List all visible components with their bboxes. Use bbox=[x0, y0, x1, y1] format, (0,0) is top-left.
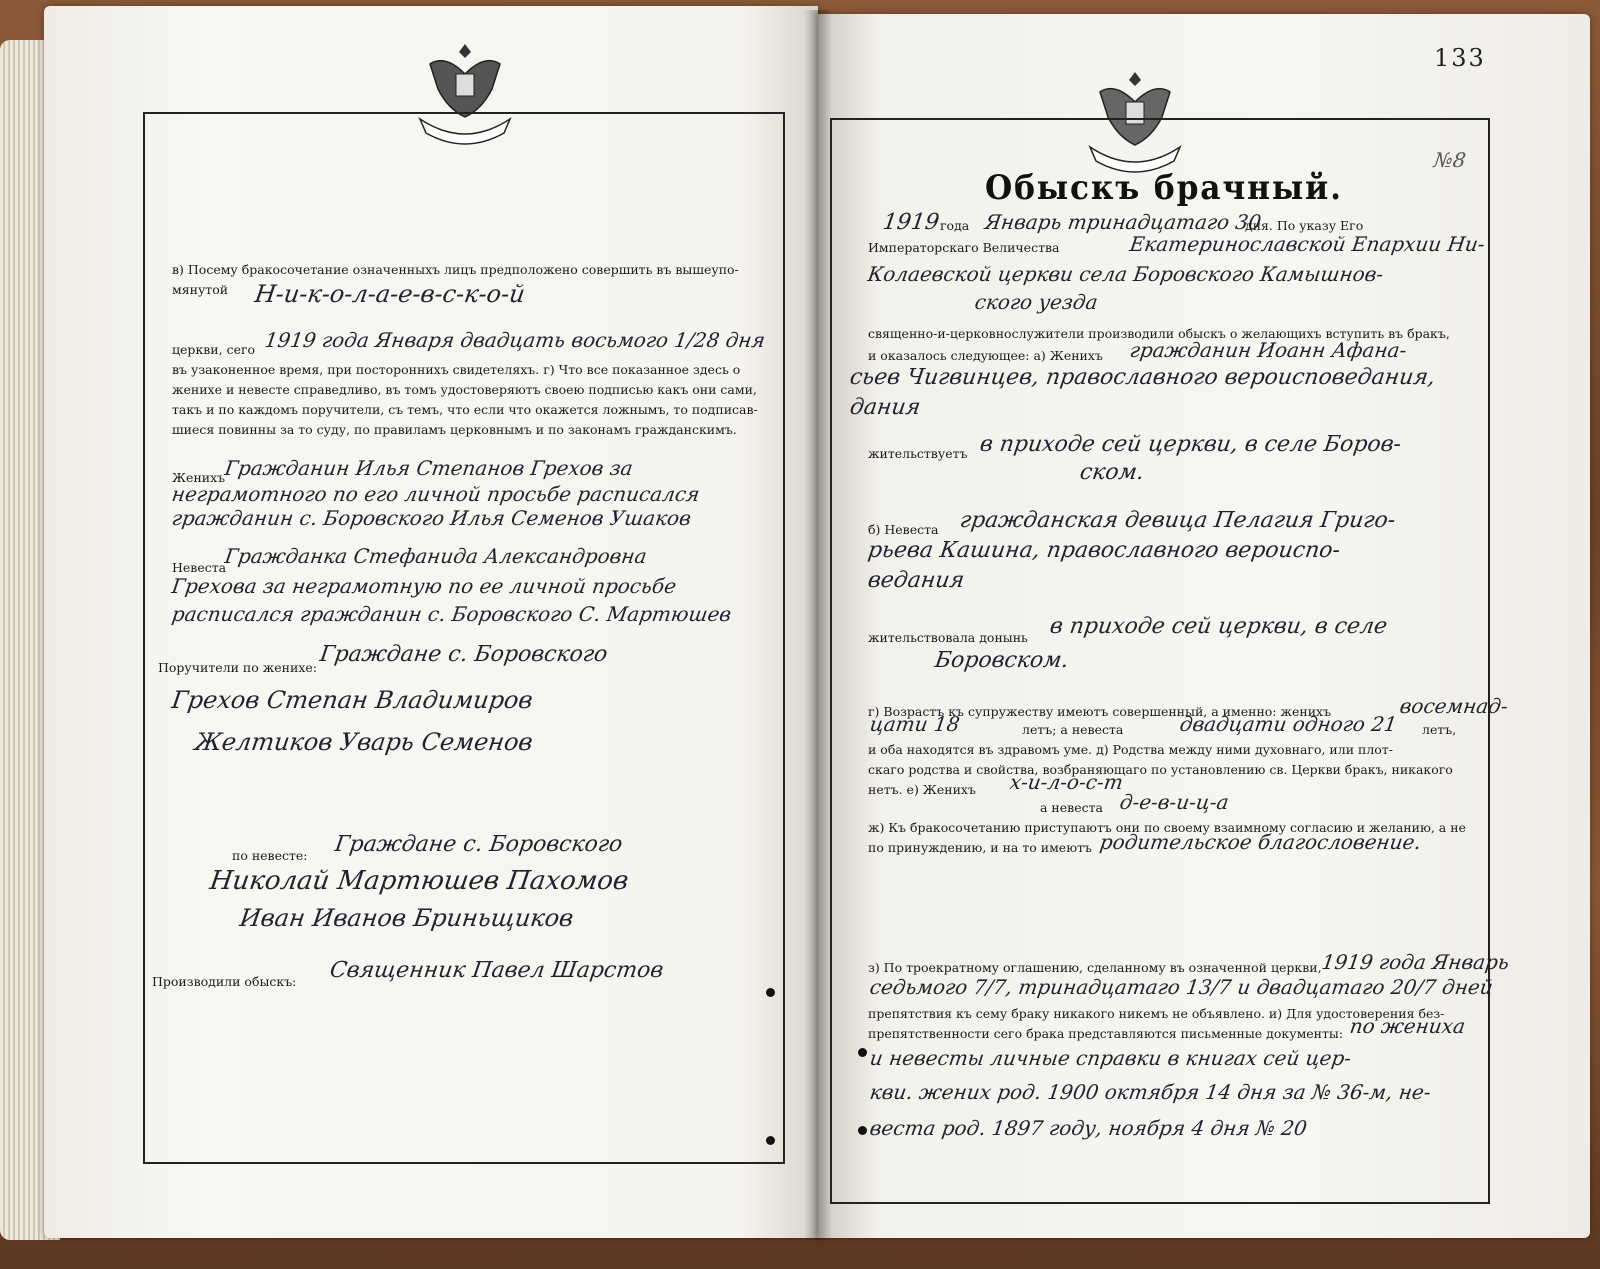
print-text: жительствуетъ bbox=[868, 446, 968, 461]
parental-blessing: родительское благословение. bbox=[1098, 830, 1423, 854]
print-text: летъ; а невеста bbox=[1022, 722, 1124, 737]
print-text: дня. По указу Его bbox=[1245, 218, 1364, 233]
print-text: Женихъ bbox=[172, 470, 226, 485]
bride-age: двадцати одного 21 bbox=[1178, 712, 1399, 736]
groom-witness-1: Грехов Степан Владимиров bbox=[170, 686, 535, 714]
handwritten-text: ведания bbox=[866, 568, 966, 593]
documents-text: кви. жених род. 1900 октября 14 дня за № 36-м, не- bbox=[868, 1080, 1433, 1104]
print-text: священно-и-церковнослужители производили обыскъ о желающихъ вступить въ бракъ, bbox=[868, 326, 1450, 341]
bride-witness-2: Иван Иванов Бриньщиков bbox=[238, 904, 576, 932]
print-text: Производили обыскъ: bbox=[152, 974, 297, 989]
print-text: женихе и невесте справедливо, въ томъ удостоверяютъ своею подписью какъ они сами, bbox=[172, 382, 757, 397]
documents-text: веста род. 1897 году, ноября 4 дня № 20 bbox=[868, 1116, 1309, 1140]
bride-name: гражданская девица Пелагия Григо- bbox=[958, 508, 1397, 533]
print-text: а невеста bbox=[1040, 800, 1103, 815]
print-text: шиеся повинны за то суду, по правиламъ церковнымъ и по законамъ гражданскимъ. bbox=[172, 422, 737, 437]
handwritten-text: ском. bbox=[1078, 460, 1146, 485]
print-text: нетъ. е) Женихъ bbox=[868, 782, 976, 797]
print-text: в) Посему бракосочетание означенныхъ лицъ предположено совершить въ вышеупо- bbox=[172, 262, 739, 277]
print-text: Поручители по женихе: bbox=[158, 660, 317, 675]
print-text: года bbox=[940, 218, 970, 233]
groom-age: восемнад- bbox=[1398, 694, 1510, 718]
print-text: г) Возрастъ къ супружеству имеютъ совершенный, а именно: женихъ bbox=[868, 704, 1332, 719]
church-name: Н-и-к-о-л-а-е-в-с-к-о-й bbox=[253, 280, 527, 308]
groom-signature-cont: неграмотного по его личной просьбе расписался bbox=[170, 482, 702, 506]
print-text: жительствовала донынь bbox=[868, 630, 1028, 645]
print-text: церкви, сего bbox=[172, 342, 256, 357]
bride-status: д-е-в-и-ц-а bbox=[1118, 790, 1231, 814]
groom-residence: в приходе сей церкви, в селе Боров- bbox=[978, 432, 1403, 457]
handwritten-text: дания bbox=[848, 395, 923, 420]
handwritten-text: Боровском. bbox=[933, 648, 1071, 673]
groom-status: х-и-л-о-с-т bbox=[1008, 770, 1125, 794]
groom-signature-cont: гражданин с. Боровского Илья Семенов Ушаков bbox=[170, 506, 693, 530]
print-text: б) Невеста bbox=[868, 522, 939, 537]
binding-hole bbox=[858, 1126, 867, 1135]
handwritten-text: по жениха bbox=[1348, 1014, 1467, 1038]
groom-name-cont: сьев Чигвинцев, православного вероисповедания, bbox=[848, 365, 1437, 390]
print-text: по принуждению, и на то имеютъ bbox=[868, 840, 1092, 855]
handwritten-text: ского уезда bbox=[973, 290, 1100, 314]
bride-name-cont: рьева Кашина, православного вероиспо- bbox=[866, 538, 1342, 563]
groom-signature: Гражданин Илья Степанов Грехов за bbox=[223, 456, 635, 480]
print-text: з) По троекратному оглашению, сделанному въ означенной церкви, bbox=[868, 960, 1322, 975]
binding-hole bbox=[766, 988, 775, 997]
banns-dates: седьмого 7/7, тринадцатаго 13/7 и двадцатаго 20/7 дней bbox=[868, 975, 1495, 999]
print-text: въ узаконенное время, при постороннихъ свидетеляхъ. г) Что все показанное здесь о bbox=[172, 362, 741, 377]
bride-witnesses: Граждане с. Боровского bbox=[333, 832, 625, 857]
book-spine-shadow bbox=[804, 10, 832, 1240]
binding-hole bbox=[858, 1048, 867, 1057]
bride-signature: Гражданка Стефанида Александровна bbox=[223, 544, 649, 568]
print-text: препятствия къ сему браку никакого никемъ не объявлено. и) Для удостоверения без- bbox=[868, 1006, 1445, 1021]
print-text: мянутой bbox=[172, 282, 229, 297]
bride-signature-cont: Грехова за неграмотную по ее личной просьбе bbox=[170, 574, 678, 598]
print-text: и оба находятся въ здравомъ уме. д) Родства между ними духовнаго, или плот- bbox=[868, 742, 1393, 757]
groom-witness-2: Желтиков Уварь Семенов bbox=[193, 728, 535, 756]
wedding-date: 1919 года Января двадцать восьмого 1/28 дня bbox=[263, 328, 767, 352]
record-year: 1919 bbox=[881, 210, 941, 235]
print-text: препятственности сего брака представляются письменные документы: bbox=[868, 1026, 1344, 1041]
print-text: Императорскаго Величества bbox=[868, 240, 1060, 255]
page-number: 133 bbox=[1434, 44, 1486, 72]
handwritten-text: Екатеринославской Епархии Ни- bbox=[1128, 232, 1487, 256]
groom-witnesses: Граждане с. Боровского bbox=[318, 642, 610, 667]
banns-date: 1919 года Январь bbox=[1320, 950, 1511, 974]
right-margin-note: №8 bbox=[1432, 148, 1468, 172]
documents-text: и невесты личные справки в книгах сей цер- bbox=[868, 1046, 1353, 1070]
print-text: по невесте: bbox=[232, 848, 308, 863]
right-page-title: Обыскъ брачный. bbox=[985, 168, 1343, 208]
handwritten-text: цати 18 bbox=[868, 712, 962, 736]
print-text: скаго родства и свойства, возбраняющаго по установлению св. Церкви бракъ, никакого bbox=[868, 762, 1453, 777]
bride-signature-cont: расписался гражданин с. Боровского С. Мартюшев bbox=[170, 602, 733, 626]
print-text: Невеста bbox=[172, 560, 227, 575]
bride-residence: в приходе сей церкви, в селе bbox=[1048, 614, 1389, 639]
groom-name: гражданин Иоанн Афана- bbox=[1128, 338, 1409, 362]
priest-signature: Священник Павел Шарстов bbox=[328, 958, 665, 983]
record-date: Январь тринадцатаго 30 bbox=[983, 210, 1263, 234]
handwritten-text: Колаевской церкви села Боровского Камышнов- bbox=[866, 262, 1385, 286]
print-text: ж) Къ бракосочетанию приступаютъ они по своему взаимному согласию и желанию, а не bbox=[868, 820, 1466, 835]
binding-hole bbox=[766, 1136, 775, 1145]
bride-witness-1: Николай Мартюшев Пахомов bbox=[207, 866, 631, 896]
print-text: летъ, bbox=[1422, 722, 1457, 737]
print-text: и оказалось следующее: а) Женихъ bbox=[868, 348, 1103, 363]
print-text: такъ и по каждомъ поручители, съ темъ, что если что окажется ложнымъ, то подписав- bbox=[172, 402, 758, 417]
